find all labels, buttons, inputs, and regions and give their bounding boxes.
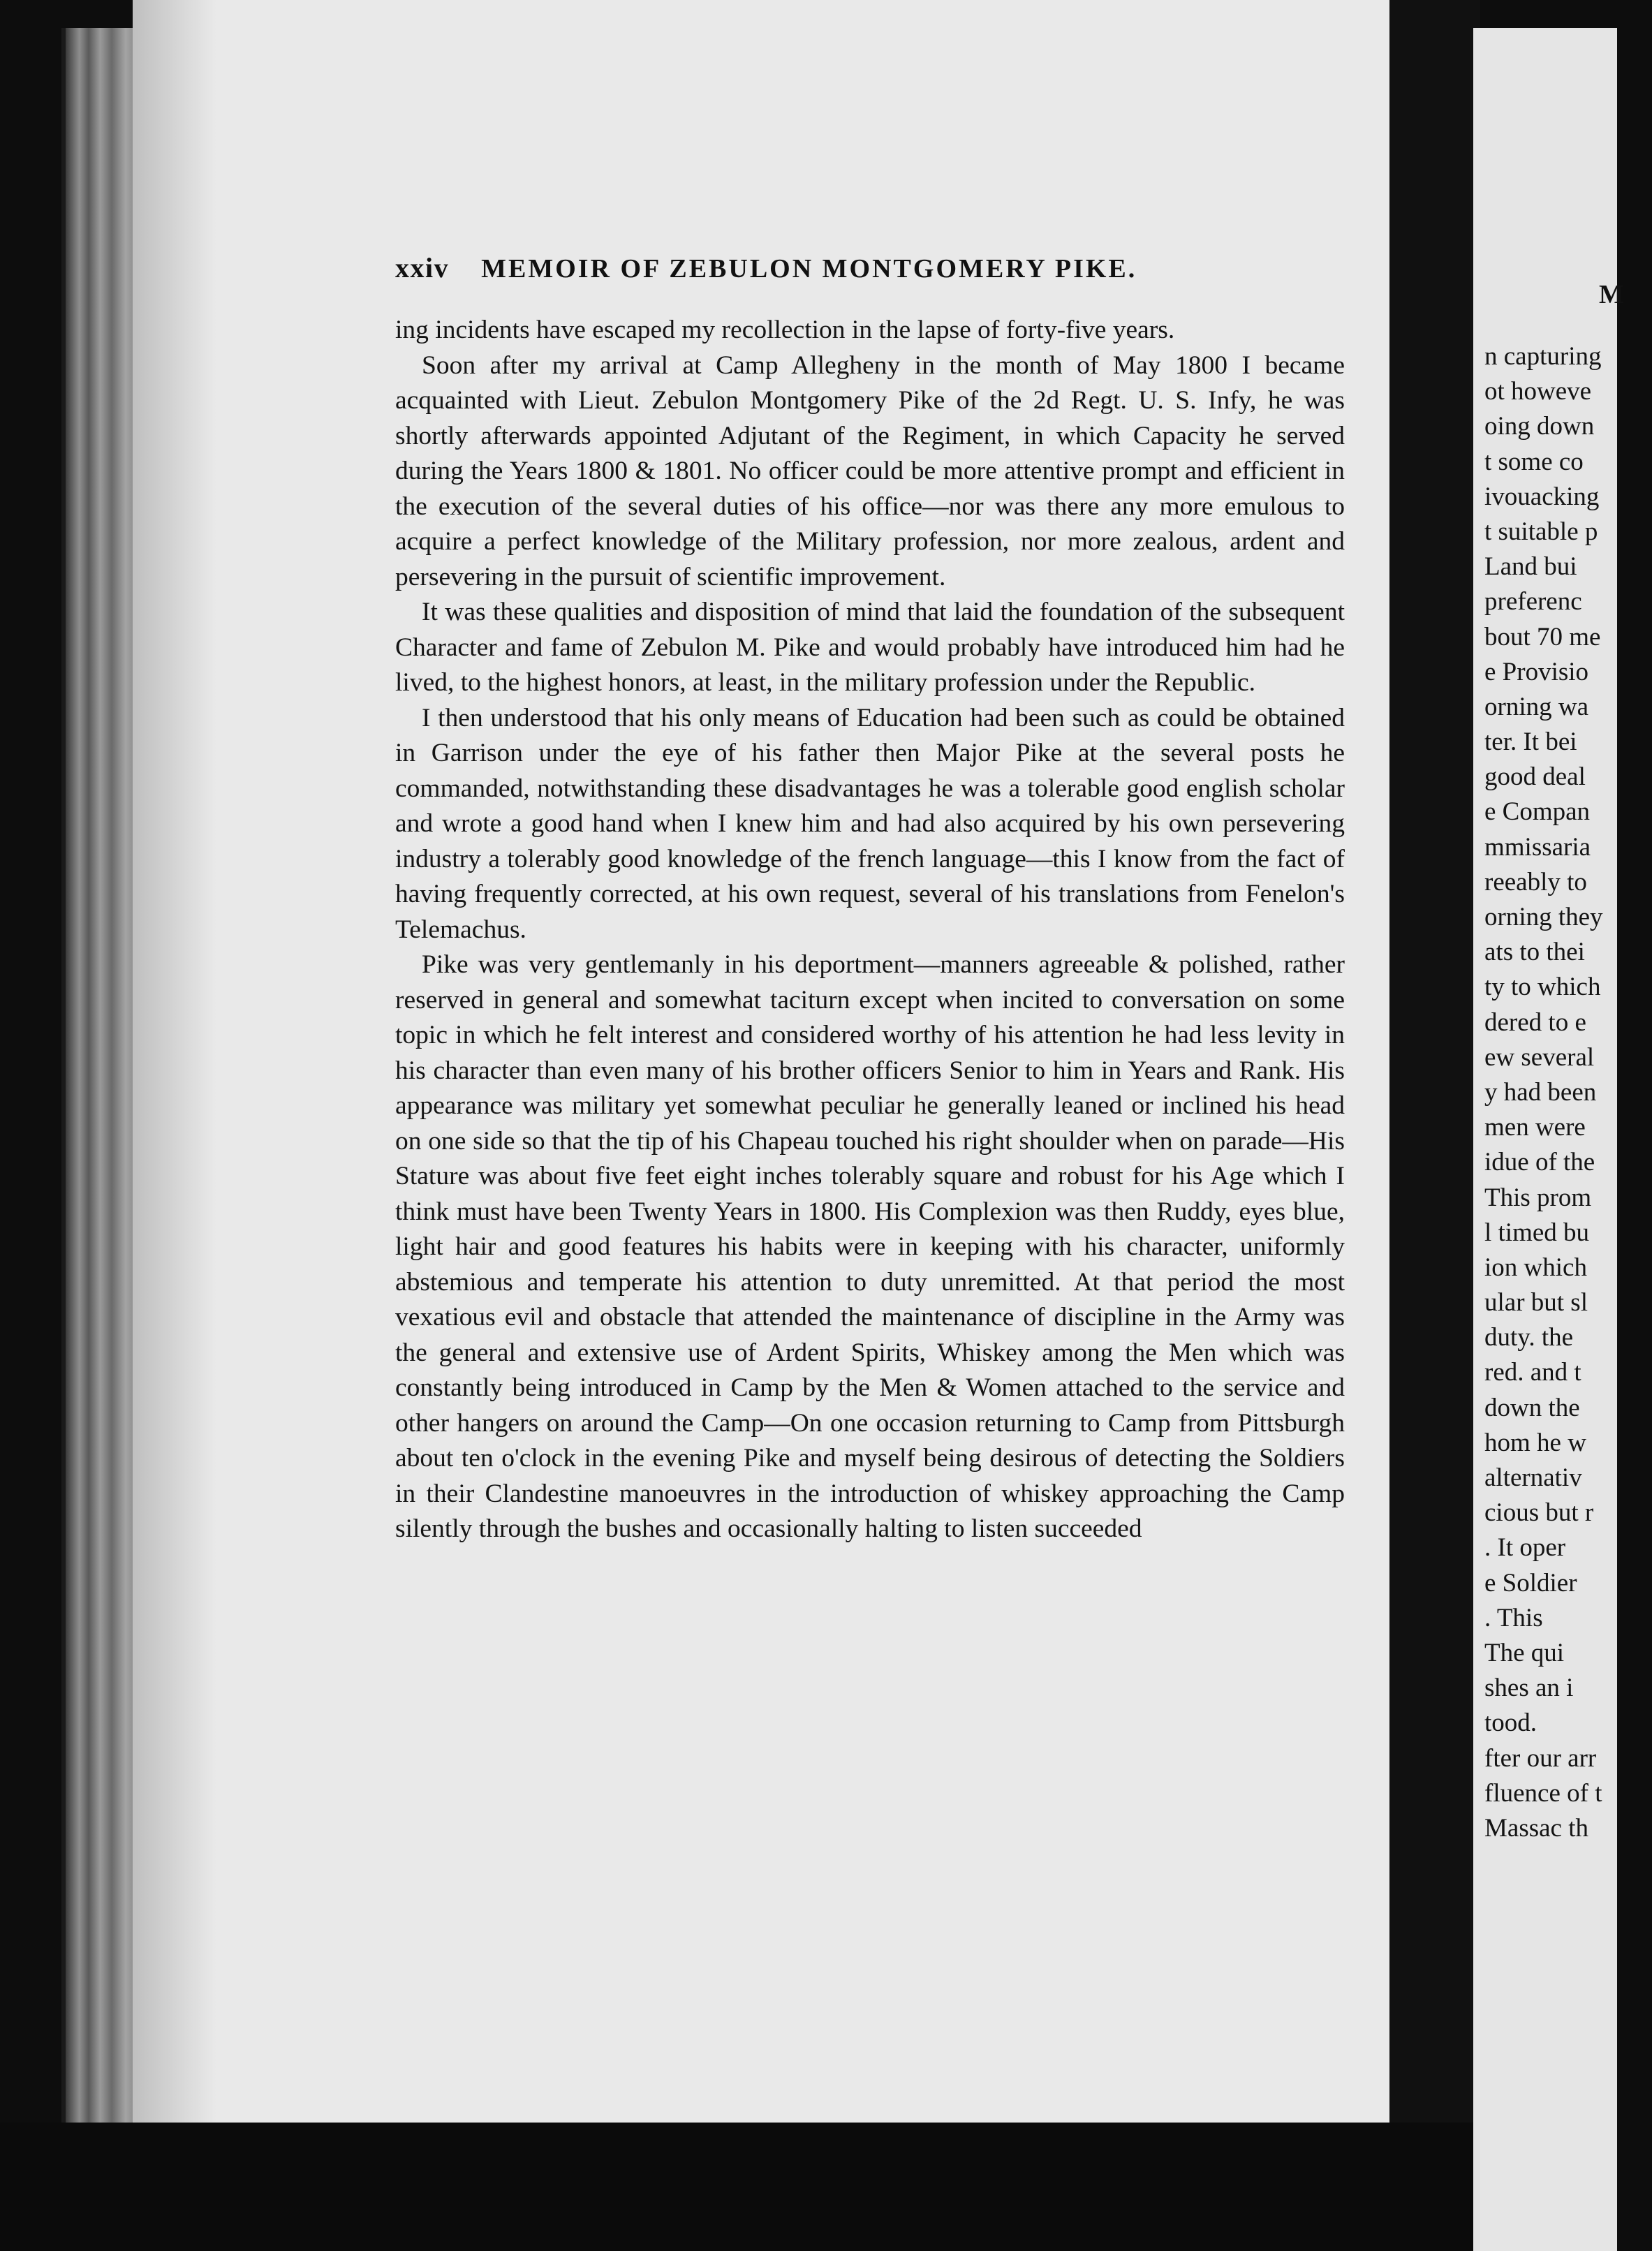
facing-page-line: This prom <box>1484 1183 1592 1212</box>
paragraph: I then understood that his only means of Education had been such as could be obtained in Garrison under the eye of his father then Major Pike at the several posts he commanded, notwithstanding these disadvantages he was a tolerable good english scholar and wrote a good hand when I knew him and had also acquired by his own persevering industry a tolerably good knowledge of the french language—this I know from the fact of having frequently corrected, at his own request, several of his translations from Fenelon's Telemachus. <box>395 703 1345 944</box>
facing-page-line: orning wa <box>1484 692 1588 721</box>
facing-page-line: e Soldier <box>1484 1568 1577 1597</box>
page-number: xxiv <box>395 252 450 283</box>
facing-page-line: t some co <box>1484 447 1584 476</box>
facing-page-line: ter. It bei <box>1484 728 1577 757</box>
facing-page-line: ot howeve <box>1484 377 1592 406</box>
facing-page-text <box>1484 339 1652 1846</box>
facing-page-line: l timed bu <box>1484 1218 1590 1247</box>
paragraph: ing incidents have escaped my recollection in the lapse of forty-five years. <box>395 316 1175 344</box>
facing-page-line: ion which <box>1484 1253 1587 1282</box>
facing-page-line: ty to which <box>1484 973 1601 1002</box>
facing-page-line: n capturing <box>1484 342 1602 371</box>
facing-page-line: red. and t <box>1484 1358 1581 1387</box>
facing-page-line: fluence of t <box>1484 1778 1602 1808</box>
facing-page-line: cious but r <box>1484 1498 1594 1528</box>
scan-border <box>0 2123 1473 2251</box>
paragraph: Pike was very gentlemanly in his deportment—manners agreeable & polished, rather reserved in general and somewhat taciturn except when incited to conversation on some topic in which he felt interest and considered worthy of his attention he had less levity in his character than even many of his brother officers Senior to him in Years and Rank. His appearance was military yet somewhat peculiar he generally leaned or inclined his head on one side so that the tip of his Chapeau touched his right shoulder when on parade—His Stature was about five feet eight inches tolerably square and robust for his Age which I think must have been Twenty Years in 1800. His Complexion was then Ruddy, eyes blue, light hair and good features his habits were in keeping with his character, uniformly abstemious and temperate his attention to duty unremitted. At that period the most vexatious evil and obstacle that attended the maintenance of discipline in the Army was the general and extensive use of Ardent Spirits, Whiskey among the Men which was constantly being introduced in Camp by the Men & Women attached to the service and other hangers on around the Camp—On one occasion returning to Camp from Pittsburgh about ten o'clock in the evening Pike and myself being desirous of detecting the Soldiers in their Clandestine manoeuvres in the introduction of whiskey approaching the Camp silently through the bushes and occasionally halting to listen succeeded <box>395 950 1345 1543</box>
facing-page-line: shes an i <box>1484 1674 1574 1703</box>
facing-page-line: . This <box>1484 1603 1543 1632</box>
facing-page-line: t suitable p <box>1484 517 1598 546</box>
paragraph: Soon after my arrival at Camp Allegheny in the month of May 1800 I became acquainted with Lieut. Zebulon Montgomery Pike of the 2d Regt. U. S. Infy, he was shortly afterwards appointed Adjutant of the Regiment, in which Capacity he served during the Years 1800 & 1801. No officer could be more attentive prompt and efficient in the execution of the several duties of his office—nor was there any more emulous to acquire a perfect knowledge of the Military profession, nor more zealous, ardent and persevering in the pursuit of scientific improvement. <box>395 350 1345 591</box>
facing-page-line: duty. the <box>1484 1323 1574 1352</box>
facing-page-line: The qui <box>1484 1638 1565 1667</box>
facing-page-line: mmissaria <box>1484 832 1591 862</box>
facing-page-line: ats to thei <box>1484 938 1585 967</box>
facing-page-line: ew several <box>1484 1042 1595 1072</box>
book-spine <box>61 28 142 2130</box>
facing-page-line: dered to e <box>1484 1008 1586 1037</box>
torn-page-edge <box>1389 0 1480 2251</box>
running-header <box>395 251 1345 284</box>
facing-page-line: ular but sl <box>1484 1288 1588 1318</box>
facing-page-line: hom he w <box>1484 1428 1586 1457</box>
running-title: MEMOIR OF ZEBULON MONTGOMERY PIKE. <box>481 254 1137 283</box>
facing-page-line: alternativ <box>1484 1463 1582 1492</box>
facing-page-line: e Compan <box>1484 797 1591 827</box>
facing-page-line: tood. <box>1484 1708 1537 1738</box>
facing-page-line: down the <box>1484 1393 1580 1422</box>
paragraph: It was these qualities and disposition of mind that laid the foundation of the subsequent Character and fame of Zebulon M. Pike and would probably have introduced him had he lived, to the highest honors, at least, in the military profession under the Republic. <box>395 598 1345 697</box>
facing-page-line: men were <box>1484 1113 1586 1142</box>
facing-page-line: Massac th <box>1484 1813 1588 1843</box>
facing-page-line: . It oper <box>1484 1533 1566 1563</box>
facing-page-line: oing down <box>1484 412 1595 441</box>
facing-page-line: idue of the <box>1484 1148 1595 1177</box>
facing-page-line: e Provisio <box>1484 657 1589 686</box>
facing-page-line: ivouacking <box>1484 482 1600 511</box>
facing-page-line: y had been <box>1484 1077 1597 1107</box>
facing-page-line: bout 70 me <box>1484 622 1601 651</box>
facing-page-line: reeably to <box>1484 867 1587 896</box>
facing-page-line: preferenc <box>1484 587 1582 617</box>
facing-page-line: orning they <box>1484 903 1603 931</box>
facing-page-line: good deal <box>1484 762 1586 792</box>
facing-page-line: Land bui <box>1484 552 1577 582</box>
body-text <box>395 313 1345 1547</box>
facing-page-header: M <box>1599 280 1624 309</box>
facing-page-line: fter our arr <box>1484 1743 1597 1773</box>
